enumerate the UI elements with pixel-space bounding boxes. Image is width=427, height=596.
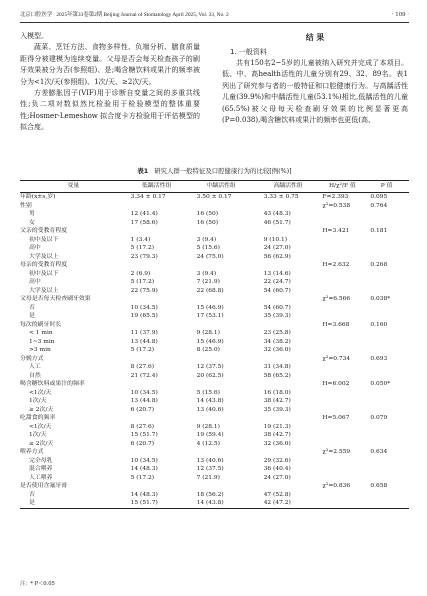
- cell-low: 10 (34.5): [130, 457, 158, 464]
- table-header-row: [20, 181, 409, 193]
- table-row: [20, 321, 409, 330]
- row-label: 母亲的受教育程度: [20, 262, 68, 268]
- cell-p-value: [364, 312, 409, 321]
- row-label: 大学及以上: [29, 253, 59, 260]
- cell-p-value: [364, 244, 409, 253]
- row-label: 吃甜食的频率: [20, 415, 56, 421]
- cell-mid: 7 (21.9): [196, 279, 220, 285]
- row-label: < 1 min: [29, 330, 53, 336]
- cell-mid: [187, 261, 256, 270]
- cell-high: 54 (60.7): [263, 304, 291, 311]
- cell-low: [127, 482, 187, 491]
- row-label: <1次/天: [29, 389, 52, 396]
- cell-p-value: [364, 491, 409, 500]
- cell-p-value: [364, 457, 409, 466]
- cell-high: [256, 295, 321, 304]
- cell-low: 22 (75.9): [130, 287, 158, 294]
- table-row: [20, 397, 409, 406]
- row-label: 是: [20, 499, 127, 508]
- cell-statistic: [320, 346, 364, 355]
- cell-low: 15 (51.7): [127, 499, 187, 508]
- cell-mid: 7 (21.9): [196, 474, 220, 481]
- cell-p-value: [364, 346, 409, 355]
- cell-mid: [187, 482, 256, 491]
- cell-statistic: [320, 210, 364, 219]
- cell-p-value: [364, 329, 409, 338]
- cell-p-value: 0.658: [370, 483, 388, 489]
- cell-low: [127, 295, 187, 304]
- cell-low: 10 (34.5): [130, 389, 158, 396]
- row-label: >3 min: [29, 347, 51, 353]
- cell-statistic: H=3.668: [322, 321, 350, 328]
- row-label: 女: [29, 219, 35, 226]
- cell-p-value: [364, 406, 409, 415]
- header-low-caries: 低龋活性组: [127, 181, 187, 193]
- cell-p-value: 0.634: [370, 449, 388, 455]
- cell-statistic: [320, 278, 364, 287]
- journal-issue-info: 2025年第33卷第2期 Beijing Journal of Stomatology April 2025, Vol. 33, No. 2: [56, 12, 229, 18]
- cell-statistic: [320, 219, 364, 228]
- cell-statistic: χ²=0.538: [322, 202, 351, 209]
- cell-p-value: 0.764: [370, 202, 388, 209]
- cell-low: 5 (17.2): [130, 279, 155, 285]
- cell-high: 58 (65.2): [263, 372, 291, 379]
- table-number: 表1: [137, 167, 149, 175]
- cell-low: 6 (20.7): [130, 406, 155, 413]
- cell-high: 31 (34.8): [263, 364, 291, 370]
- row-label: 自然: [29, 372, 41, 379]
- cell-statistic: [320, 253, 364, 262]
- row-label: ≥ 2次/天: [29, 406, 54, 413]
- cell-high: 42 (47.2): [256, 499, 321, 508]
- cell-statistic: [320, 406, 364, 415]
- paragraph: 入模型。: [20, 32, 48, 40]
- table-row: [20, 423, 409, 432]
- cell-statistic: [320, 312, 364, 321]
- row-label: 1次/天: [29, 398, 47, 404]
- row-label: 大学及以上: [29, 287, 59, 294]
- cell-low: 10 (34.5): [130, 304, 158, 311]
- cell-low: [127, 321, 187, 330]
- table-caption: [20, 166, 409, 176]
- cell-mid: 16 (50): [196, 219, 219, 226]
- cell-statistic: χ²=0.836: [322, 483, 351, 489]
- cell-mid: 3 (9.4): [196, 236, 217, 243]
- row-label: 人工喂养: [29, 474, 53, 481]
- table-row: [20, 355, 409, 364]
- table-row: [20, 193, 409, 202]
- cell-p-value: [364, 440, 409, 449]
- table-row: [20, 210, 409, 219]
- cell-p-value: [364, 465, 409, 474]
- cell-mid: 19 (59.4): [196, 432, 224, 438]
- cell-low: 13 (44.8): [130, 338, 158, 345]
- cell-statistic: F=2.393: [322, 194, 349, 200]
- cell-p-value: [364, 236, 409, 245]
- cell-mid: 20 (62.5): [196, 372, 224, 379]
- subsection-title: 1. 一般资料: [230, 48, 267, 56]
- table-row: [20, 457, 409, 466]
- cell-low: 21 (72.4): [130, 372, 158, 379]
- cell-p-value: 0.095: [370, 194, 388, 200]
- characteristics-table: [20, 180, 409, 509]
- header-mid-caries: 中龋活性组: [187, 181, 256, 193]
- cell-mid: [187, 202, 256, 211]
- header-variable: 变量: [20, 181, 127, 193]
- cell-mid: 9 (28.1): [196, 330, 220, 336]
- cell-statistic: [320, 270, 364, 279]
- table-row: [20, 312, 409, 321]
- cell-high: 29 (32.6): [263, 457, 291, 464]
- cell-p-value: [364, 431, 409, 440]
- cell-mid: 14 (43.8): [187, 499, 256, 508]
- row-label: 初中及以下: [29, 270, 59, 277]
- cell-low: 2 (6.9): [130, 270, 151, 277]
- cell-high: 32 (36.0): [263, 347, 291, 353]
- row-label: 男: [29, 211, 35, 217]
- cell-mid: 22 (68.8): [196, 287, 224, 294]
- paragraph: 蔬菜、烹饪方法、食物多样性、负端分析、膳食质量距得分被建模为连续变量。父母是否会每天检查孩子的刷牙效果被分为否(参照组)、是;喝含糖饮料或果汁的频率被分为<1次/天(参照组)、1次/天、≥2次/天。: [20, 43, 200, 86]
- cell-mid: [187, 295, 256, 304]
- cell-p-value: 0.050*: [370, 381, 391, 387]
- cell-p-value: 0.693: [370, 355, 388, 362]
- cell-mid: 5 (15.6): [196, 245, 220, 251]
- cell-mid: [187, 355, 256, 364]
- cell-p-value: [364, 499, 409, 508]
- cell-high: [256, 482, 321, 491]
- row-label: ≥ 2次/天: [29, 440, 54, 447]
- cell-low: [127, 414, 187, 423]
- cell-p-value: 0.160: [370, 321, 388, 328]
- cell-p-value: [364, 338, 409, 347]
- cell-p-value: [364, 372, 409, 381]
- cell-low: 14 (48.3): [130, 466, 158, 472]
- table-row: [20, 389, 409, 398]
- cell-statistic: [320, 304, 364, 313]
- cell-low: 15 (51.7): [130, 432, 158, 438]
- cell-low: 6 (20.7): [130, 440, 155, 447]
- row-label: 性别: [20, 202, 32, 209]
- paragraph: 方差膨胀因子(VIF)用于诊断自变量之间的多重共线性;负二项对数似然比检验用于检验模型的整体重要性;Hosmer-Lemeshow 拟合度卡方检验用于评估模型的拟合度。: [20, 89, 200, 132]
- row-label: 高中: [29, 245, 41, 251]
- cell-mid: 15 (46.9): [196, 304, 224, 311]
- cell-mid: 15 (46.9): [196, 338, 224, 345]
- table-row: [20, 499, 409, 508]
- right-text-column: [222, 31, 408, 126]
- cell-statistic: [320, 287, 364, 296]
- cell-statistic: H=3.421: [322, 228, 350, 234]
- cell-low: 23 (79.3): [130, 253, 158, 260]
- header-statistic: H/χ²/F 值: [320, 181, 364, 193]
- row-label: 否: [29, 304, 35, 311]
- row-label: 完全母乳: [29, 457, 53, 464]
- cell-high: 38 (42.7): [263, 432, 291, 438]
- cell-high: [256, 261, 321, 270]
- cell-statistic: [320, 465, 364, 474]
- cell-low: [127, 261, 187, 270]
- header-p-value: P 值: [364, 181, 409, 193]
- cell-mid: 16 (50): [196, 211, 219, 217]
- cell-high: 22 (24.7): [263, 279, 291, 285]
- cell-mid: 18 (56.2): [196, 491, 224, 498]
- cell-p-value: [364, 270, 409, 279]
- cell-statistic: [320, 389, 364, 398]
- cell-mid: 9 (28.1): [196, 423, 220, 430]
- section-title: 结 果: [305, 33, 325, 42]
- cell-high: 3.33 ± 0.75: [263, 194, 299, 200]
- cell-statistic: χ²=6.566: [322, 296, 351, 302]
- cell-p-value: 0.079: [370, 415, 388, 421]
- row-label: 是: [29, 313, 35, 319]
- row-label: 人工: [29, 364, 41, 370]
- cell-low: 12 (41.4): [130, 211, 158, 217]
- table-row: [20, 278, 409, 287]
- cell-mid: 12 (37.5): [196, 364, 224, 370]
- table-row: [20, 431, 409, 440]
- table-row: [20, 287, 409, 296]
- table-footnote: 注：* P＜0.05: [20, 581, 55, 587]
- row-label: 混合喂养: [29, 466, 53, 472]
- cell-statistic: χ²=0.734: [322, 355, 351, 362]
- cell-mid: [187, 321, 256, 330]
- table-title: 研究人群一般特征及口腔健康行为的比较[例(%)]: [154, 167, 292, 175]
- table-row: [20, 474, 409, 483]
- cell-high: [256, 355, 321, 364]
- cell-high: 24 (27.0): [263, 474, 291, 481]
- cell-high: [256, 414, 321, 423]
- running-header: [20, 10, 409, 23]
- table-row: [20, 465, 409, 474]
- table-row: [20, 414, 409, 423]
- cell-p-value: [364, 287, 409, 296]
- cell-statistic: χ²=2.559: [322, 449, 351, 455]
- cell-low: 1 (3.4): [130, 236, 151, 243]
- cell-high: 35 (39.3): [263, 406, 291, 413]
- cell-mid: 12 (37.5): [196, 466, 224, 472]
- journal-name: 北京口腔医学: [20, 12, 53, 18]
- cell-statistic: [320, 236, 364, 245]
- row-label: <1次/天: [29, 423, 52, 430]
- cell-mid: [187, 227, 256, 236]
- row-label: 年龄(x±s,岁): [20, 194, 56, 200]
- cell-high: 34 (38.2): [263, 338, 291, 345]
- cell-high: 46 (51.7): [263, 219, 291, 226]
- table-row: [20, 295, 409, 304]
- cell-statistic: [320, 474, 364, 483]
- table-row: [20, 304, 409, 313]
- cell-statistic: [320, 338, 364, 347]
- row-label: 1~3 min: [29, 338, 55, 345]
- table-row: [20, 261, 409, 270]
- cell-high: 54 (60.7): [263, 287, 291, 294]
- header-high-caries: 高龋活性组: [256, 181, 321, 193]
- page-number: · 109 ·: [391, 12, 409, 18]
- cell-low: 8 (27.6): [130, 364, 155, 370]
- cell-mid: 8 (25.0): [196, 347, 220, 353]
- table-row: [20, 440, 409, 449]
- cell-statistic: [320, 423, 364, 432]
- cell-statistic: [320, 244, 364, 253]
- table-row: [20, 253, 409, 262]
- cell-high: 35 (39.3): [263, 313, 291, 319]
- table-row: [20, 491, 409, 500]
- cell-mid: [187, 448, 256, 457]
- cell-high: [256, 380, 321, 389]
- cell-low: [127, 227, 187, 236]
- cell-high: 56 (62.9): [263, 253, 291, 260]
- row-label: 分娩方式: [20, 355, 44, 362]
- cell-statistic: [320, 440, 364, 449]
- table-body: [20, 193, 409, 509]
- cell-high: 9 (10.1): [263, 236, 288, 243]
- cell-mid: 3.50 ± 0.17: [196, 194, 232, 200]
- cell-statistic: [320, 329, 364, 338]
- row-label: 1次/天: [29, 432, 47, 438]
- row-label: 喝含糖饮料或果汁的频率: [20, 381, 85, 387]
- row-label: 是否使用含氟牙膏: [20, 483, 68, 489]
- cell-low: [127, 380, 187, 389]
- cell-high: 13 (14.6): [263, 270, 291, 277]
- cell-p-value: [364, 474, 409, 483]
- cell-statistic: H=5.067: [322, 415, 350, 421]
- cell-mid: [187, 380, 256, 389]
- cell-statistic: [320, 363, 364, 372]
- table-row: [20, 236, 409, 245]
- cell-mid: 14 (43.8): [196, 398, 224, 404]
- row-label: 父亲的受教育程度: [20, 228, 68, 234]
- cell-statistic: [320, 431, 364, 440]
- table-row: [20, 448, 409, 457]
- table-row: [20, 244, 409, 253]
- cell-p-value: [364, 304, 409, 313]
- cell-statistic: [320, 372, 364, 381]
- table-row: [20, 372, 409, 381]
- cell-high: 47 (52.8): [263, 491, 291, 498]
- cell-statistic: [320, 457, 364, 466]
- cell-mid: [187, 414, 256, 423]
- cell-statistic: H=6.002: [322, 381, 350, 387]
- cell-statistic: [320, 397, 364, 406]
- cell-p-value: [364, 253, 409, 262]
- cell-low: 17 (58.6): [130, 219, 158, 226]
- cell-low: [127, 448, 187, 457]
- table-row: [20, 380, 409, 389]
- cell-high: [256, 202, 321, 211]
- table-row: [20, 219, 409, 228]
- cell-low: [127, 202, 187, 211]
- cell-high: 19 (21.3): [263, 423, 291, 430]
- cell-p-value: [364, 210, 409, 219]
- cell-high: 36 (40.4): [263, 466, 291, 472]
- cell-mid: 3 (9.4): [196, 270, 217, 277]
- cell-p-value: 0.268: [370, 262, 388, 268]
- row-label: 每次的刷牙时长: [20, 321, 62, 328]
- cell-mid: 4 (12.5): [196, 440, 220, 447]
- cell-low: 5 (17.2): [130, 474, 155, 481]
- row-label: 父母是否每天检查刷牙效果: [20, 296, 91, 302]
- cell-low: 19 (65.5): [130, 313, 158, 319]
- cell-low: 3.34 ± 0.17: [130, 194, 166, 200]
- cell-p-value: 0.181: [370, 228, 388, 234]
- cell-p-value: [364, 278, 409, 287]
- cell-p-value: [364, 363, 409, 372]
- paragraph: 共有150名2~5岁的儿童被纳入研究并完成了本项目。低、中、高health活性的儿童分别有29、32、89名。表1列出了研究参与者的一般特征和口腔健康行为。与高龋活性儿童(39.9%)和中龋活性儿童(53.1%)相比,低龋活性的儿童(65.5%)被父母每天检查刷牙效果的比例显著更高(P=0.038),喝含糖饮料或果汁的频率也更低(高、: [222, 59, 408, 125]
- row-label: 高中: [29, 279, 41, 285]
- table-row: [20, 329, 409, 338]
- cell-p-value: [364, 423, 409, 432]
- row-label: 初中及以下: [29, 236, 59, 243]
- table-row: [20, 270, 409, 279]
- left-text-column: [20, 31, 200, 134]
- cell-low: 5 (17.2): [130, 347, 155, 353]
- cell-low: 5 (17.2): [130, 245, 155, 251]
- cell-p-value: 0.038*: [370, 296, 391, 302]
- cell-high: 32 (36.0): [263, 440, 291, 447]
- cell-low: 8 (27.6): [130, 423, 155, 430]
- cell-statistic: [320, 491, 364, 500]
- cell-high: 16 (18.0): [263, 389, 291, 396]
- cell-low: 13 (44.8): [130, 398, 158, 404]
- row-label: 否: [29, 491, 35, 498]
- cell-high: 23 (25.8): [263, 330, 291, 336]
- cell-high: [256, 227, 321, 236]
- cell-low: 14 (48.3): [130, 491, 158, 498]
- cell-p-value: [364, 219, 409, 228]
- table-row: [20, 363, 409, 372]
- table-row: [20, 346, 409, 355]
- cell-p-value: [364, 397, 409, 406]
- table-row: [20, 338, 409, 347]
- cell-high: 24 (27.0): [263, 245, 291, 251]
- cell-high: 43 (48.3): [263, 211, 291, 217]
- cell-mid: 24 (75.0): [196, 253, 224, 260]
- cell-mid: 17 (53.1): [196, 313, 224, 319]
- cell-high: [256, 448, 321, 457]
- cell-p-value: [364, 389, 409, 398]
- cell-low: 11 (37.9): [130, 330, 158, 336]
- cell-mid: 13 (40.6): [196, 457, 224, 464]
- table-row: [20, 406, 409, 415]
- cell-mid: 13 (40.6): [196, 406, 224, 413]
- table-row: [20, 227, 409, 236]
- cell-high: [256, 321, 321, 330]
- table-row: [20, 202, 409, 211]
- cell-high: 38 (42.7): [263, 398, 291, 404]
- cell-low: [127, 355, 187, 364]
- table-row: [20, 482, 409, 491]
- row-label: 喂养方式: [20, 449, 44, 455]
- cell-statistic: H=2.632: [322, 262, 350, 268]
- cell-mid: 5 (15.6): [196, 389, 220, 396]
- cell-statistic: [320, 499, 364, 508]
